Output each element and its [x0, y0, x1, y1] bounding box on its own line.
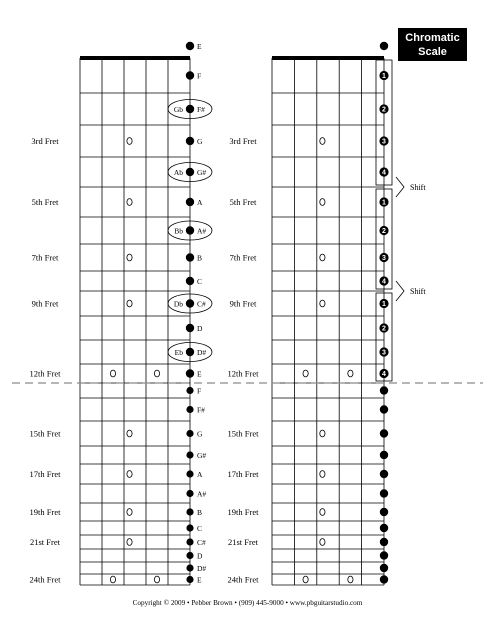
note-label: A	[197, 470, 203, 479]
finger-number: 3	[382, 255, 386, 263]
left-position-marker	[127, 539, 132, 546]
note-label: G#	[197, 168, 207, 177]
note-dot	[186, 105, 194, 113]
note-dot	[186, 508, 193, 515]
enharmonic-label: Db	[173, 299, 183, 309]
note-label: D	[197, 324, 203, 333]
scale-dot	[380, 508, 388, 516]
enharmonic-label: Ab	[173, 168, 183, 177]
note-dot	[186, 451, 193, 458]
right-fret-label: 17th Fret	[227, 469, 259, 479]
note-label: G	[197, 137, 203, 146]
right-position-marker	[320, 254, 325, 261]
finger-number: 4	[382, 371, 386, 379]
left-fret-label: 21st Fret	[30, 537, 60, 547]
left-position-marker	[127, 300, 132, 307]
right-fret-label: 3rd Fret	[229, 136, 257, 146]
note-dot	[186, 470, 193, 477]
finger-number: 4	[382, 278, 386, 286]
note-dot	[186, 387, 193, 394]
left-fret-label: 9th Fret	[31, 298, 59, 309]
scale-dot	[380, 429, 388, 437]
note-dot	[186, 406, 193, 413]
note-dot	[186, 552, 193, 559]
left-fret-label: 19th Fret	[29, 507, 61, 517]
note-dot	[186, 198, 194, 206]
scale-dot	[380, 575, 388, 583]
right-double-marker	[303, 576, 308, 583]
finger-number: 3	[382, 138, 386, 146]
note-dot	[186, 490, 193, 497]
right-fret-label: 7th Fret	[229, 252, 257, 263]
right-fret-label: 12th Fret	[227, 368, 259, 379]
finger-number: 2	[382, 106, 386, 114]
note-label: A#	[197, 226, 207, 236]
right-position-marker	[320, 300, 325, 307]
note-dot	[186, 226, 194, 234]
scale-dot	[380, 451, 388, 459]
right-fret-label: 24th Fret	[227, 574, 259, 585]
note-dot	[186, 348, 194, 356]
note-label: E	[197, 369, 202, 379]
note-dot	[186, 324, 194, 332]
enharmonic-label: Gb	[173, 105, 183, 114]
right-fret-label: 15th Fret	[227, 428, 259, 439]
title-line-1: Chromatic	[405, 32, 460, 44]
left-fret-label: 12th Fret	[29, 368, 61, 379]
right-nut	[272, 56, 384, 60]
right-open-string-dot	[380, 42, 388, 50]
right-fret-label: 21st Fret	[228, 537, 258, 547]
note-dot	[186, 564, 193, 571]
right-double-marker	[348, 576, 353, 583]
left-fret-label: 3rd Fret	[31, 136, 59, 146]
left-fret-label: 24th Fret	[29, 574, 61, 585]
right-position-marker	[320, 539, 325, 546]
enharmonic-label: Eb	[174, 348, 183, 357]
note-dot	[186, 576, 193, 583]
note-label: A	[197, 198, 203, 207]
right-fret-label: 5th Fret	[229, 197, 257, 207]
left-position-marker	[127, 509, 132, 516]
finger-number: 3	[382, 349, 386, 357]
left-position-marker	[127, 138, 132, 145]
note-label: B	[197, 508, 203, 517]
right-position-marker	[320, 138, 325, 145]
scale-dot	[380, 564, 388, 572]
left-fret-label: 5th Fret	[31, 197, 59, 207]
copyright-line: Copyright © 2009 • Pebber Brown • (909) 445-9000 • www.pbguitarstudio.com	[132, 599, 363, 607]
right-double-marker	[348, 370, 353, 377]
right-position-marker	[320, 199, 325, 206]
scale-dot	[380, 386, 388, 394]
scale-dot	[380, 405, 388, 413]
note-label: F	[197, 71, 202, 81]
note-dot	[186, 524, 193, 531]
note-label: D#	[197, 348, 207, 357]
note-label: B	[197, 253, 203, 263]
scale-dot	[380, 489, 388, 497]
right-position-marker	[320, 509, 325, 516]
enharmonic-label: Bb	[174, 226, 183, 236]
left-position-marker	[127, 471, 132, 478]
shift-arrow	[396, 281, 404, 301]
note-label: E	[197, 575, 202, 585]
left-position-marker	[127, 430, 132, 437]
title-line-2: Scale	[418, 46, 447, 58]
note-label: C#	[197, 538, 206, 547]
scale-dot	[380, 538, 388, 546]
note-label: A#	[197, 489, 207, 499]
note-label: D	[197, 551, 203, 561]
left-nut	[80, 56, 190, 60]
finger-number: 4	[382, 169, 386, 177]
scale-dot	[380, 470, 388, 478]
left-double-marker	[110, 576, 115, 583]
note-label: F#	[197, 105, 205, 114]
finger-number: 1	[382, 199, 386, 207]
note-label: G#	[197, 451, 207, 460]
finger-number: 2	[382, 228, 386, 236]
note-label: E	[197, 42, 202, 51]
note-dot	[186, 253, 194, 261]
note-dot	[186, 369, 194, 377]
note-dot	[186, 137, 194, 145]
left-double-marker	[154, 370, 159, 377]
note-label: C	[197, 524, 203, 533]
right-fret-label: 19th Fret	[227, 507, 259, 517]
note-dot	[186, 277, 194, 285]
note-label: G	[197, 429, 203, 439]
shift-arrow	[396, 177, 404, 197]
scale-dot	[380, 551, 388, 559]
note-dot	[186, 168, 194, 176]
note-label: F	[197, 386, 202, 396]
left-fret-label: 15th Fret	[29, 428, 61, 439]
note-dot	[186, 71, 194, 79]
right-fret-label: 9th Fret	[229, 298, 257, 309]
note-label: F#	[197, 405, 205, 415]
left-position-marker	[127, 254, 132, 261]
note-label: C	[197, 277, 203, 286]
shift-label: Shift	[410, 183, 426, 192]
finger-number: 1	[382, 73, 386, 81]
left-fret-label: 17th Fret	[29, 469, 61, 479]
note-dot	[186, 538, 193, 545]
left-fret-label: 7th Fret	[31, 252, 59, 263]
scale-dot	[380, 524, 388, 532]
finger-number: 2	[382, 325, 386, 333]
left-double-marker	[110, 370, 115, 377]
note-dot	[186, 299, 194, 307]
left-position-marker	[127, 199, 132, 206]
left-double-marker	[154, 576, 159, 583]
right-position-marker	[320, 471, 325, 478]
note-label: D#	[197, 564, 207, 573]
right-position-marker	[320, 430, 325, 437]
left-open-string-dot	[186, 42, 194, 50]
note-dot	[186, 430, 193, 437]
finger-number: 1	[382, 301, 386, 309]
right-double-marker	[303, 370, 308, 377]
note-label: C#	[197, 299, 206, 309]
shift-label: Shift	[410, 287, 426, 296]
